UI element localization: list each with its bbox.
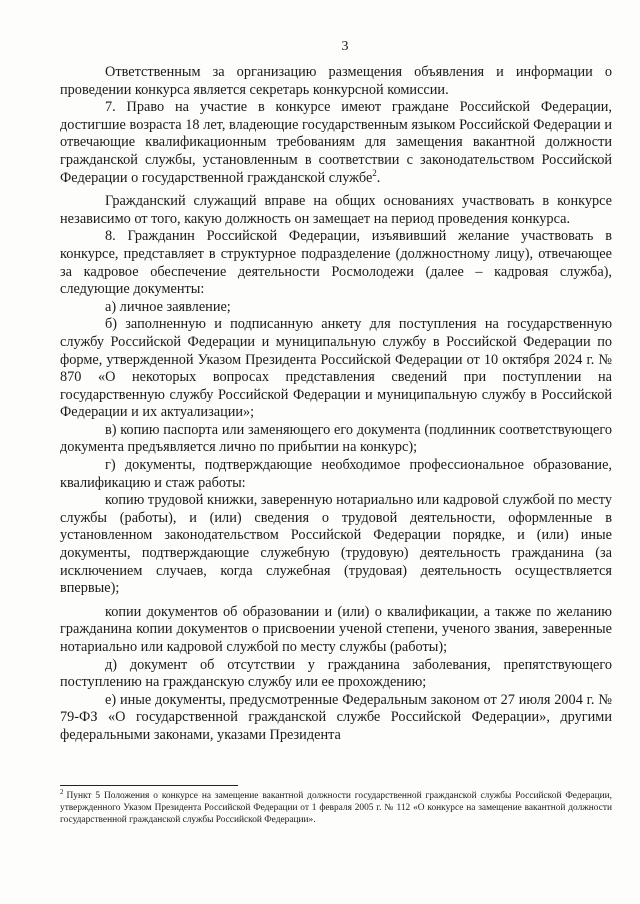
sub-item-education: копии документов об образовании и (или) о квалификации, а также по желанию гражданина копии документов о присвоении ученой степени, ученого звания, заверенные нотариально или кадровой службой по месту службы (работы); xyxy=(60,603,612,655)
footnote-divider xyxy=(60,785,238,786)
list-item-d: д) документ об отсутствии у гражданина заболевания, препятствующего поступлению на гражданскую службу или ее прохождению; xyxy=(60,656,612,691)
footnote xyxy=(60,787,612,826)
sub-item-work-record: копию трудовой книжки, заверенную нотариально или кадровой службой по месту службы (работы), и (или) сведения о трудовой деятельности, оформленные в установленном законодательством Российской Федерации порядке, и (или) иные документы, подтверждающие служебную (трудовую) деятельность гражданина (за исключением случаев, когда служебная (трудовая) деятельность осуществляется впервые); xyxy=(60,492,612,597)
list-item-b: б) заполненную и подписанную анкету для поступления на государственную службу Российской Федерации и муниципальную службу в Российской Федерации по форме, утвержденной Указом Президента Российской Федерации от 10 октября 2024 г. № 870 «О некоторых вопросах представления сведений при поступлении на государственную службу Российской Федерации и муниципальную службу в Российской Федерации и их актуализации»; xyxy=(60,316,612,421)
footnote-number: 2 xyxy=(60,787,64,796)
footnote-reference: 2 xyxy=(372,167,377,178)
paragraph-organizer: Ответственным за организацию размещения объявления и информации о проведении конкурса является секретарь конкурсной комиссии. xyxy=(60,64,612,98)
paragraph-7-eligibility xyxy=(60,99,612,187)
list-item-g: г) документы, подтверждающие необходимое профессиональное образование, квалификацию и стаж работы: xyxy=(60,457,612,491)
list-item-e: е) иные документы, предусмотренные Федеральным законом от 27 июля 2004 г. № 79-ФЗ «О государственной гражданской службе Российской Федерации», другими федеральными законами, указами Президента xyxy=(60,691,612,743)
list-item-v: в) копию паспорта или заменяющего его документа (подлинник соответствующего документа предъявляется лично по прибытии на конкурс); xyxy=(60,421,612,456)
paragraph-8-documents: 8. Гражданин Российской Федерации, изъявивший желание участвовать в конкурсе, представляет в структурное подразделение (должностному лицу), отвечающее за кадровое обеспечение деятельности Росмолодежи (далее – кадровая служба), следующие документы: xyxy=(60,228,612,298)
paragraph-7-end: . xyxy=(376,169,381,186)
list-item-a: а) личное заявление; xyxy=(105,298,231,315)
document-body xyxy=(60,64,612,745)
footnote-text: Пункт 5 Положения о конкурсе на замещение вакантной должности государственной гражданской службы Российской Федерации, утвержденного Указом Президента Российской Федерации от 1 февраля 2005 г. № 112 «О конкурсе на замещение вакантной должности государственной гражданской службы Российской Федерации». xyxy=(60,791,612,825)
paragraph-7-text: 7. Право на участие в конкурсе имеют граждане Российской Федерации, достигшие возраста 18 лет, владеющие государственным языком Российской Федерации и отвечающие квалификационным требованиям для замещения вакантной должности гражданской службы, установленным в соответствии с законодательством Российской Федерации о государственной гражданской службе xyxy=(60,99,612,186)
page-number: 3 xyxy=(341,39,349,54)
paragraph-civil-servant: Гражданский служащий вправе на общих основаниях участвовать в конкурсе независимо от того, какую должность он замещает на период проведения конкурса. xyxy=(60,193,612,227)
